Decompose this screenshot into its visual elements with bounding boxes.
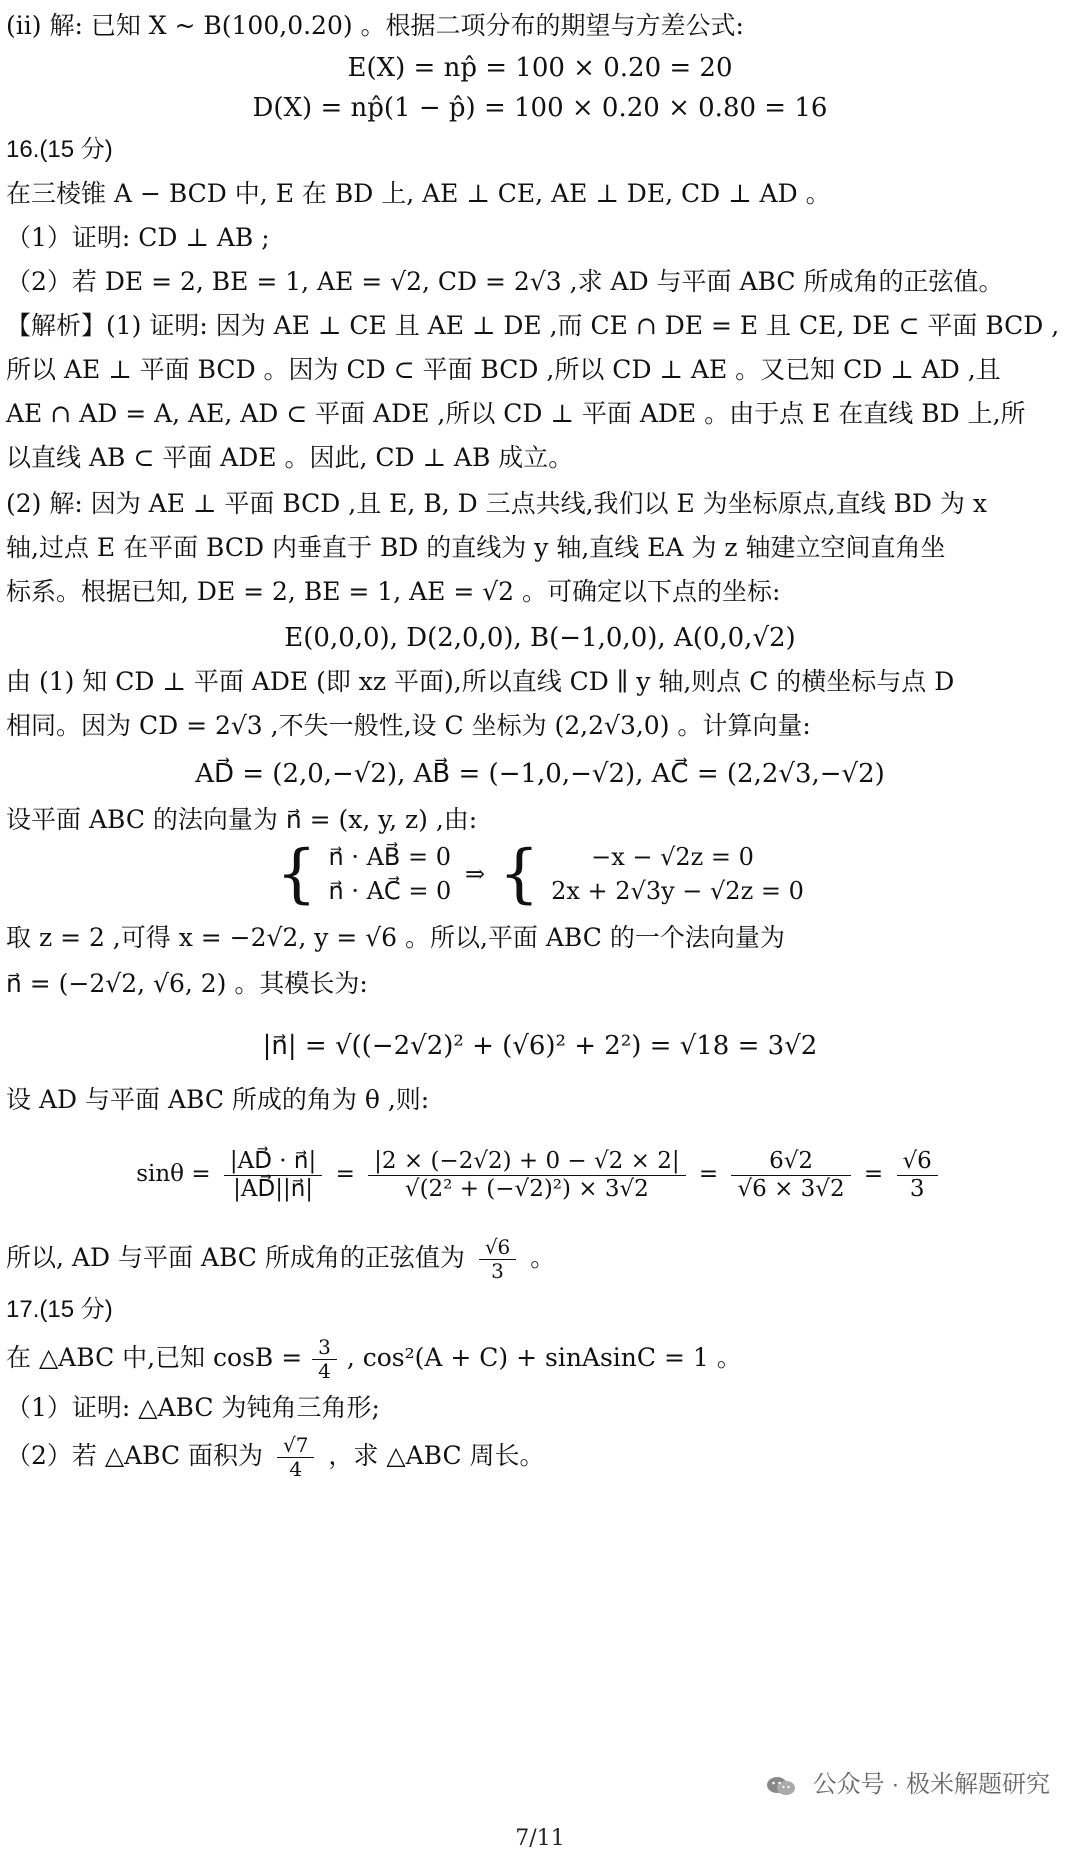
formula-expectation: E(X) = np̂ = 100 × 0.20 = 20 [347,53,733,83]
numerator: 3 [312,1336,337,1360]
question-stem [0,1330,1080,1386]
fraction [277,1434,314,1481]
denominator: √6 × 3√2 [737,1175,845,1202]
solution-line: 所以 AE ⊥ 平面 BCD 。因为 CD ⊂ 平面 BCD ,所以 CD ⊥ AE 。又已知 CD ⊥ AD ,且 [6,355,1001,384]
stem-text: , cos²(A + C) + sinAsinC = 1 。 [346,1343,742,1372]
system-right [551,840,804,908]
numerator: √6 [479,1236,516,1260]
solution-line: 相同。因为 CD = 2√3 ,不失一般性,设 C 坐标为 (2,2√3,0) 。计算向量: [6,711,811,740]
solution-line: 由 (1) 知 CD ⊥ 平面 ADE (即 xz 平面),所以直线 CD ∥ y 轴,则点 C 的横坐标与点 D [6,667,955,696]
formula-variance: D(X) = np̂(1 − p̂) = 100 × 0.20 × 0.80 = 16 [252,93,828,123]
system-eq: −x − √2z = 0 [591,843,754,871]
part-text: ，求 △ABC 周长。 [328,1441,545,1470]
solution-line: 轴,过点 E 在平面 BCD 内垂直于 BD 的直线为 y 轴,直线 EA 为 z 轴建立空间直角坐 [6,533,946,562]
part-text: （2）若 △ABC 面积为 [6,1441,264,1470]
question-heading-16: 16.(15 分) [6,136,113,163]
fraction [224,1148,322,1202]
question-stem: 在三棱锥 A − BCD 中, E 在 BD 上, AE ⊥ CE, AE ⊥ DE, CD ⊥ AD 。 [6,179,831,208]
solution-line: 设 AD 与平面 ABC 所成的角为 θ ,则: [6,1085,430,1114]
system-eq: n⃗ · AB⃗ = 0 [328,843,452,871]
equals-sign: = [335,1161,355,1187]
denominator: 4 [318,1359,331,1383]
conclusion-end: 。 [530,1243,556,1272]
system-eq: 2x + 2√3y − √2z = 0 [551,877,804,905]
denominator: |AD⃗||n⃗| [233,1175,314,1202]
fraction [312,1336,337,1383]
wechat-icon [766,1775,796,1797]
solution-line: 设平面 ABC 的法向量为 n⃗ = (x, y, z) ,由: [6,805,478,834]
formula-coordinates: E(0,0,0), D(2,0,0), B(−1,0,0), A(0,0,√2) [284,623,796,653]
equals-sign: = [698,1161,719,1187]
equals-sign: = [863,1161,884,1187]
fraction [897,1148,938,1202]
text-line: (ii) 解: 已知 X ~ B(100,0.20) 。根据二项分布的期望与方差公式: [6,11,744,40]
numerator: |2 × (−2√2) + 0 − √2 × 2| [368,1148,685,1175]
denominator: 3 [909,1175,925,1202]
brace: { [276,837,317,911]
brace: { [498,837,540,911]
solution-line: (2) 解: 因为 AE ⊥ 平面 BCD ,且 E, B, D 三点共线,我们以 E 为坐标原点,直线 BD 为 x [6,489,987,518]
numerator: 6√2 [731,1148,850,1175]
sine-lhs: sinθ = [136,1161,211,1187]
implies-symbol: ⇒ [464,860,486,888]
solution-line: 取 z = 2 ,可得 x = −2√2, y = √6 。所以,平面 ABC 的一个法向量为 [6,923,785,952]
denominator: 3 [491,1259,504,1283]
fraction [368,1148,685,1202]
solution-line: 以直线 AB ⊂ 平面 ADE 。因此, CD ⊥ AB 成立。 [6,443,574,472]
question-part-1: （1）证明: CD ⊥ AB ; [6,223,270,252]
solution-line: n⃗ = (−2√2, √6, 2) 。其模长为: [6,969,368,998]
formula-vectors: AD⃗ = (2,0,−√2), AB⃗ = (−1,0,−√2), AC⃗ = (2,2√3,−√2) [195,759,885,789]
system-left [329,840,452,908]
denominator: 4 [289,1457,303,1481]
solution-conclusion [0,1230,1080,1286]
fraction [479,1236,516,1283]
question-heading-17: 17.(15 分) [6,1296,113,1323]
question-part-1: （1）证明: △ABC 为钝角三角形; [6,1393,380,1422]
wechat-watermark [766,1765,1050,1805]
question-part-2: （2）若 DE = 2, BE = 1, AE = √2, CD = 2√3 ,求 AD 与平面 ABC 所成角的正弦值。 [6,267,1004,296]
watermark-text: 公众号 · 极米解题研究 [812,1771,1050,1798]
fraction [731,1148,850,1202]
solution-line: AE ∩ AD = A, AE, AD ⊂ 平面 ADE ,所以 CD ⊥ 平面 ADE 。由于点 E 在直线 BD 上,所 [6,399,1026,428]
numerator: √7 [277,1434,314,1458]
solution-line: 标系。根据已知, DE = 2, BE = 1, AE = √2 。可确定以下点的坐标: [6,577,781,606]
question-part-2 [0,1428,1080,1484]
numerator: √6 [897,1148,938,1175]
stem-text: 在 △ABC 中,已知 cosB = [6,1343,303,1372]
solution-line: 【解析】(1) 证明: 因为 AE ⊥ CE 且 AE ⊥ DE ,而 CE ∩ DE = E 且 CE, DE ⊂ 平面 BCD , [6,311,1060,340]
numerator: |AD⃗ · n⃗| [224,1148,322,1175]
formula-sine [0,1124,1080,1224]
conclusion-text: 所以, AD 与平面 ABC 所成角的正弦值为 [6,1243,465,1272]
page-number: 7/11 [515,1826,565,1851]
system-eq: n⃗ · AC⃗ = 0 [328,877,452,905]
denominator: √(2² + (−√2)²) × 3√2 [404,1175,649,1202]
formula-norm: |n⃗| = √((−2√2)² + (√6)² + 2²) = √18 = 3√2 [262,1031,818,1061]
